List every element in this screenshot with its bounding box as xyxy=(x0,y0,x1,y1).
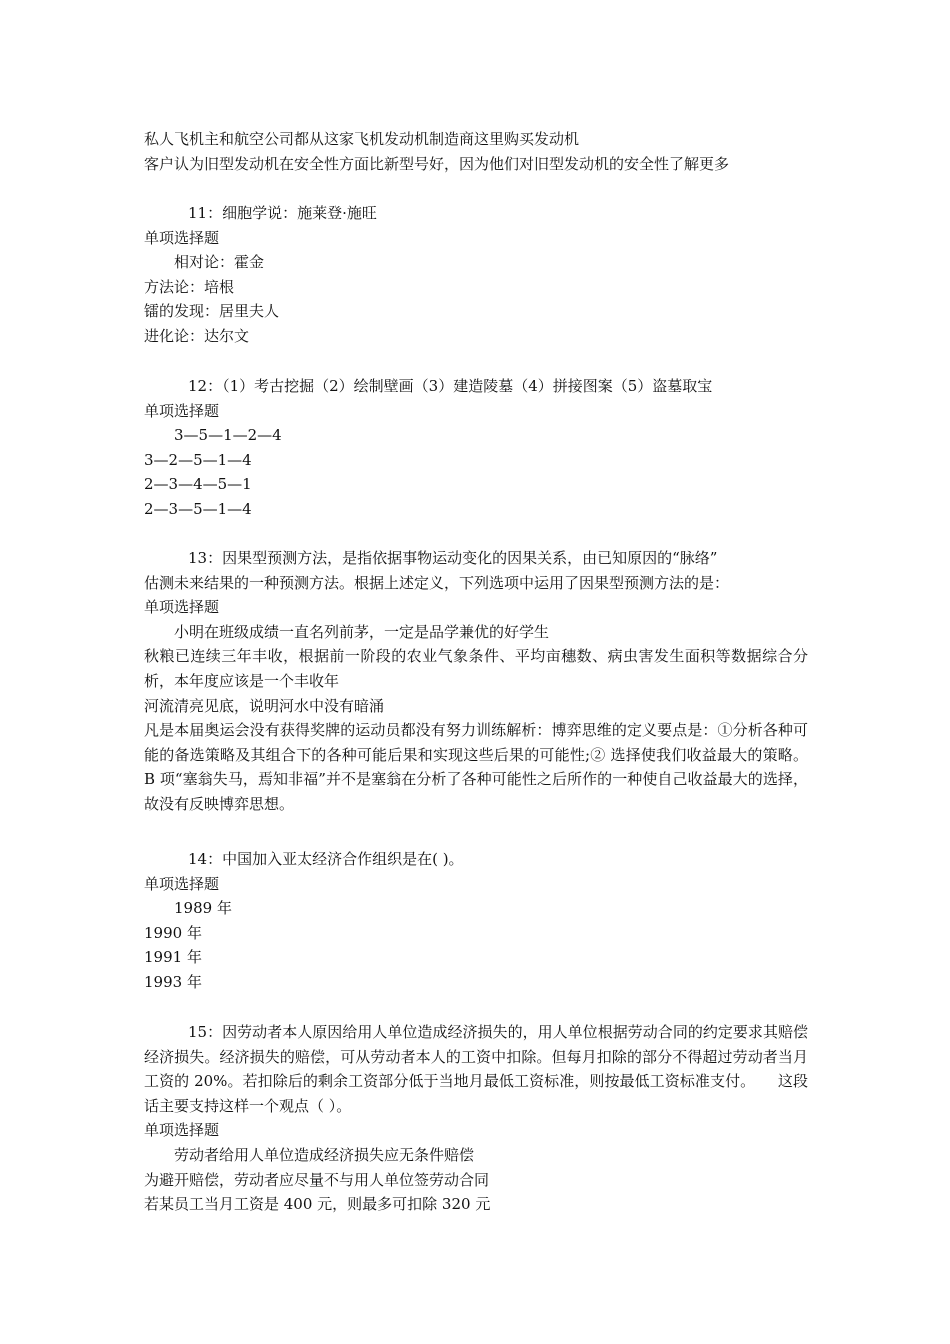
question-stem-line-1: 13：因果型预测方法，是指依据事物运动变化的因果关系，由已知原因的“脉络” xyxy=(188,549,718,567)
intro-block xyxy=(144,127,808,176)
option-c: 镭的发现：居里夫人 xyxy=(144,302,280,321)
option-a: 小明在班级成绩一直名列前茅，一定是品学兼优的好学生 xyxy=(174,622,550,641)
option-d: 1993 年 xyxy=(144,972,202,991)
option-d: 凡是本届奥运会没有获得奖牌的运动员都没有努力训练解析：博弈思维的定义要点是：①分析各种可能的备选策略及其组合下的各种可能后果和实现这些后果的可能性;② 选择使我们收益最大的策略。B 项“塞翁失马，焉知非福”并不是塞翁在分析了各种可能性之后所作的一种使自己收益最大的选择，故没有反映博弈思想。 xyxy=(144,721,808,813)
question-13 xyxy=(144,546,808,817)
question-stem-line-2: 估测未来结果的一种预测方法。根据上述定义，下列选项中运用了因果型预测方法的是： xyxy=(144,573,730,592)
option-b: 为避开赔偿，劳动者应尽量不与用人单位签劳动合同 xyxy=(144,1170,490,1189)
question-stem: 14：中国加入亚太经济合作组织是在( )。 xyxy=(188,850,464,868)
intro-line-2: 客户认为旧型发动机在安全性方面比新型号好，因为他们对旧型发动机的安全性了解更多 xyxy=(144,154,730,173)
option-b: 3—2—5—1—4 xyxy=(144,450,252,469)
question-15 xyxy=(144,1020,808,1217)
option-d: 2—3—5—1—4 xyxy=(144,499,252,518)
intro-line-1: 私人飞机主和航空公司都从这家飞机发动机制造商这里购买发动机 xyxy=(144,130,580,148)
question-stem: 12：（1）考古挖掘（2）绘制壁画（3）建造陵墓（4）拼接图案（5）盗墓取宝 xyxy=(188,377,713,395)
option-b: 方法论：培根 xyxy=(144,277,235,296)
option-a: 相对论：霍金 xyxy=(174,253,265,272)
option-c: 若某员工当月工资是 400 元，则最多可扣除 320 元 xyxy=(144,1195,491,1214)
question-type: 单项选择题 xyxy=(144,598,220,617)
option-d: 进化论：达尔文 xyxy=(144,326,250,345)
option-a: 3—5—1—2—4 xyxy=(174,426,282,445)
question-type: 单项选择题 xyxy=(144,228,220,247)
question-12 xyxy=(144,374,808,522)
question-stem: 11：细胞学说：施莱登·施旺 xyxy=(188,204,377,222)
question-type: 单项选择题 xyxy=(144,1121,220,1140)
option-b: 1990 年 xyxy=(144,923,202,942)
option-c: 2—3—4—5—1 xyxy=(144,475,252,494)
question-type: 单项选择题 xyxy=(144,401,220,420)
question-14 xyxy=(144,847,808,995)
question-11 xyxy=(144,201,808,349)
option-a: 1989 年 xyxy=(174,899,232,918)
option-c: 1991 年 xyxy=(144,948,202,967)
question-stem: 15：因劳动者本人原因给用人单位造成经济损失的，用人单位根据劳动合同的约定要求其赔偿经济损失。经济损失的赔偿，可从劳动者本人的工资中扣除。但每月扣除的部分不得超过劳动者当月工资的 20%。若扣除后的剩余工资部分低于当地月最低工资标准，则按最低工资标准支付。 这段话主要支持这样一个观点（ ）。 xyxy=(144,1023,808,1115)
option-b: 秋粮已连续三年丰收，根据前一阶段的农业气象条件、平均亩穗数、病虫害发生面积等数据综合分析，本年度应该是一个丰收年 xyxy=(144,647,808,690)
option-c: 河流清亮见底，说明河水中没有暗涌 xyxy=(144,696,385,715)
option-a: 劳动者给用人单位造成经济损失应无条件赔偿 xyxy=(174,1145,475,1164)
question-type: 单项选择题 xyxy=(144,874,220,893)
